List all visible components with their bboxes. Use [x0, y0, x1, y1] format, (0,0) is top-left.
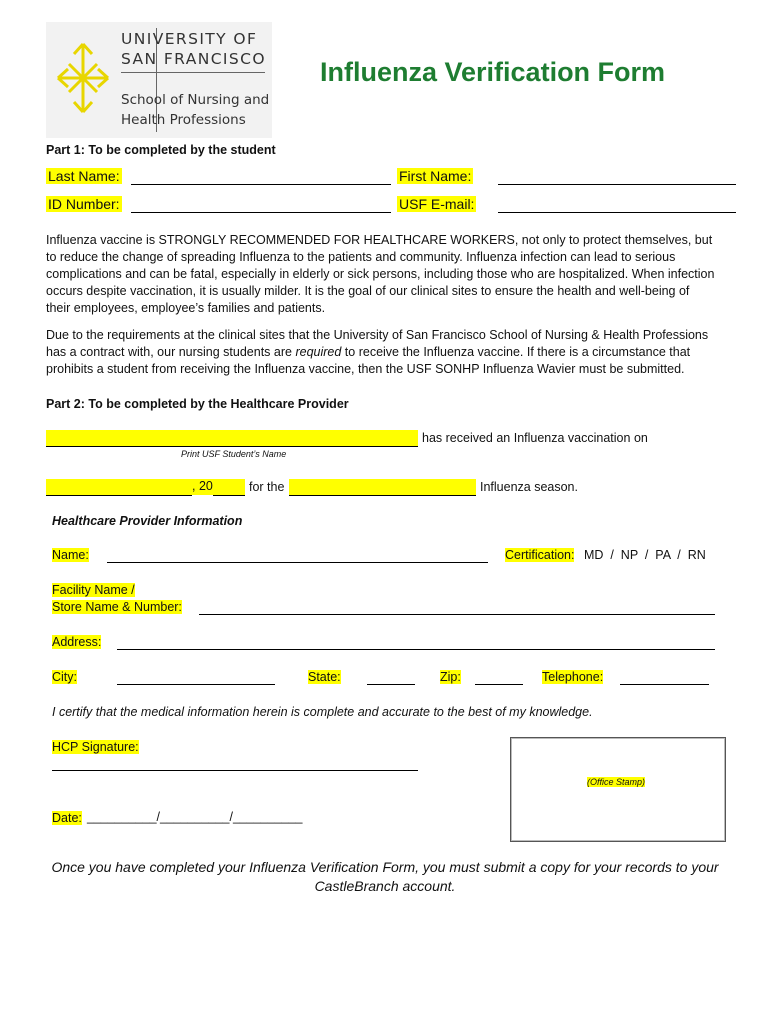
date-field[interactable]: __________/__________/__________ [87, 810, 303, 824]
state-field[interactable] [367, 684, 415, 685]
hcp-name-label: Name: [52, 548, 89, 562]
footer-line2: CastleBranch account. [314, 878, 456, 894]
vaccine-recommendation-paragraph: Influenza vaccine is STRONGLY RECOMMENDED FOR HEALTHCARE WORKERS, not only to protect themselves, but to reduce the change of spreading Influenza to the patients and community. Influenza infection can lead to serious complications and can be fatal, especially in elderly or sick persons, including those who are hospitalized. When infection occurs despite vaccination, it is usually milder. It is the goal of our clinical sites to ensure the health and well-being of their employees, employee’s families and patients. [46, 233, 715, 315]
student-name-field[interactable] [46, 430, 418, 447]
zip-label: Zip: [440, 670, 461, 684]
vaccination-date-field[interactable] [46, 479, 192, 496]
certification-label: Certification: [505, 548, 575, 562]
address-field[interactable] [117, 649, 715, 650]
usf-cross-icon [54, 40, 112, 116]
hcp-signature-field[interactable] [52, 770, 418, 771]
id-number-label: ID Number: [48, 196, 120, 212]
first-name-label: First Name: [399, 168, 472, 184]
id-number-field[interactable] [131, 212, 391, 213]
form-title: Influenza Verification Form [320, 57, 666, 87]
logo-university-line1: UNIVERSITY OF [121, 30, 258, 48]
vaccination-year-field[interactable] [213, 479, 245, 496]
state-label: State: [308, 670, 341, 684]
part2-heading: Part 2: To be completed by the Healthcare Provider [46, 397, 349, 411]
facility-field[interactable] [199, 614, 715, 615]
office-stamp-box [510, 737, 726, 842]
office-stamp-caption: (Office Stamp) [587, 777, 646, 787]
hcp-name-field[interactable] [107, 562, 488, 563]
season-field[interactable] [289, 479, 476, 496]
address-label: Address: [52, 635, 102, 649]
certify-statement: I certify that the medical information herein is complete and accurate to the best of my knowledge. [52, 705, 593, 719]
part1-heading: Part 1: To be completed by the student [46, 143, 276, 157]
received-vaccination-text: has received an Influenza vaccination on [422, 431, 648, 445]
for-the-text: for the [249, 480, 285, 494]
print-name-caption: Print USF Student’s Name [181, 449, 287, 459]
facility-label-line2: Store Name & Number: [52, 600, 182, 614]
city-field[interactable] [117, 684, 275, 685]
certification-options[interactable]: MD / NP / PA / RN [584, 548, 706, 562]
usf-logo [46, 22, 272, 138]
logo-school-line2: Health Professions [121, 112, 246, 128]
last-name-label: Last Name: [48, 168, 120, 184]
date-label: Date: [52, 811, 82, 825]
logo-university-line2: SAN FRANCISCO [121, 50, 266, 68]
requirement-paragraph: Due to the requirements at the clinical sites that the University of San Francisco School of Nursing & Health Professions has a contract with, our nursing students are required to receive the Influenza vaccine. If there is a circumstance that prohibits a student from receiving the Influenza vaccine, then the USF SONHP Influenza Wavier must be submitted. [46, 328, 709, 376]
city-label: City: [52, 670, 77, 684]
logo-rule [121, 72, 265, 73]
hcp-info-heading: Healthcare Provider Information [52, 514, 243, 528]
first-name-field[interactable] [498, 184, 736, 185]
usf-email-field[interactable] [498, 212, 736, 213]
influenza-season-text: Influenza season. [480, 480, 578, 494]
logo-school-line1: School of Nursing and [121, 92, 270, 108]
zip-field[interactable] [475, 684, 523, 685]
telephone-label: Telephone: [542, 670, 604, 684]
footer-line1: Once you have completed your Influenza Verification Form, you must submit a copy for your records to your [51, 859, 719, 875]
facility-label-line1: Facility Name / [52, 583, 135, 597]
telephone-field[interactable] [620, 684, 709, 685]
comma-twenty-text: , 20 [192, 479, 213, 493]
last-name-field[interactable] [131, 184, 391, 185]
usf-email-label: USF E-mail: [399, 196, 475, 212]
hcp-signature-label: HCP Signature: [52, 740, 139, 754]
